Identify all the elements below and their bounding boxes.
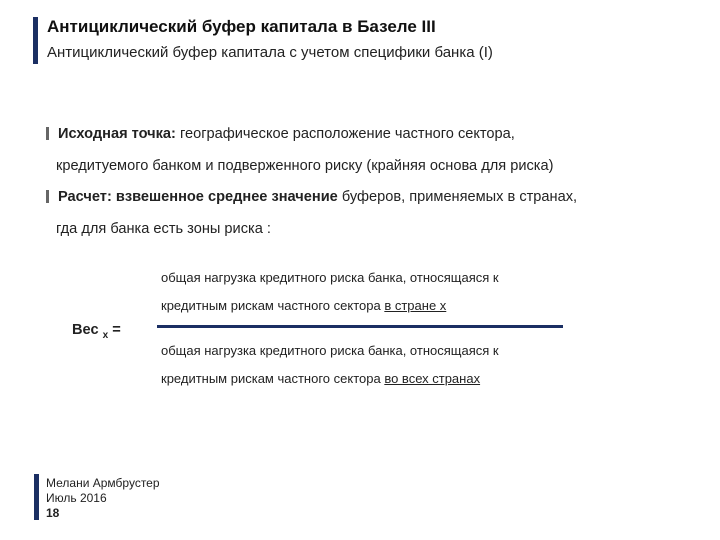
title-accent-bar (33, 17, 38, 64)
bullet-marker (46, 190, 49, 203)
footer-author: Мелани Армбрустер (46, 476, 160, 490)
fraction-bar (157, 325, 563, 328)
footer-accent-bar (34, 474, 39, 520)
bullet-label: Расчет: взвешенное среднее значение (58, 189, 338, 205)
bullet-starting-point (46, 118, 553, 182)
bullet-calculation (46, 181, 577, 245)
equals-sign: = (112, 322, 121, 338)
page-number: 18 (46, 506, 60, 520)
page-subtitle: Антициклический буфер капитала с учетом специфики банка (I) (47, 44, 493, 61)
bullet-continuation: гда для банка есть зоны риска : (56, 221, 271, 237)
bullet-text: буферов, применяемых в странах, (337, 189, 578, 205)
bullet-marker (46, 127, 49, 140)
numerator-line-2 (161, 298, 446, 313)
page-title: Антициклический буфер капитала в Базеле III (47, 17, 436, 36)
footer-date: Июль 2016 (46, 491, 107, 505)
denominator-line-2 (161, 371, 480, 386)
bullet-line-1 (46, 118, 553, 150)
bullet-continuation: кредитуемого банком и подверженного риску (крайняя основа для риска) (56, 158, 554, 174)
denominator-plain: кредитным рискам частного сектора (161, 371, 385, 386)
bullet-label: Исходная точка: (58, 126, 176, 142)
denominator-line-1: общая нагрузка кредитного риска банка, относящаяся к (161, 343, 499, 358)
numerator-line-1: общая нагрузка кредитного риска банка, относящаяся к (161, 270, 499, 285)
weight-label: Вес (72, 322, 99, 338)
bullet-line-1 (46, 181, 577, 213)
denominator-underlined: во всех странах (384, 371, 481, 386)
formula-lhs (72, 322, 121, 341)
numerator-plain: кредитным рискам частного сектора (161, 298, 385, 313)
numerator-underlined: в стране х (384, 298, 447, 313)
bullet-text: географическое расположение частного сектора, (175, 126, 515, 142)
weight-subscript: x (102, 329, 109, 341)
